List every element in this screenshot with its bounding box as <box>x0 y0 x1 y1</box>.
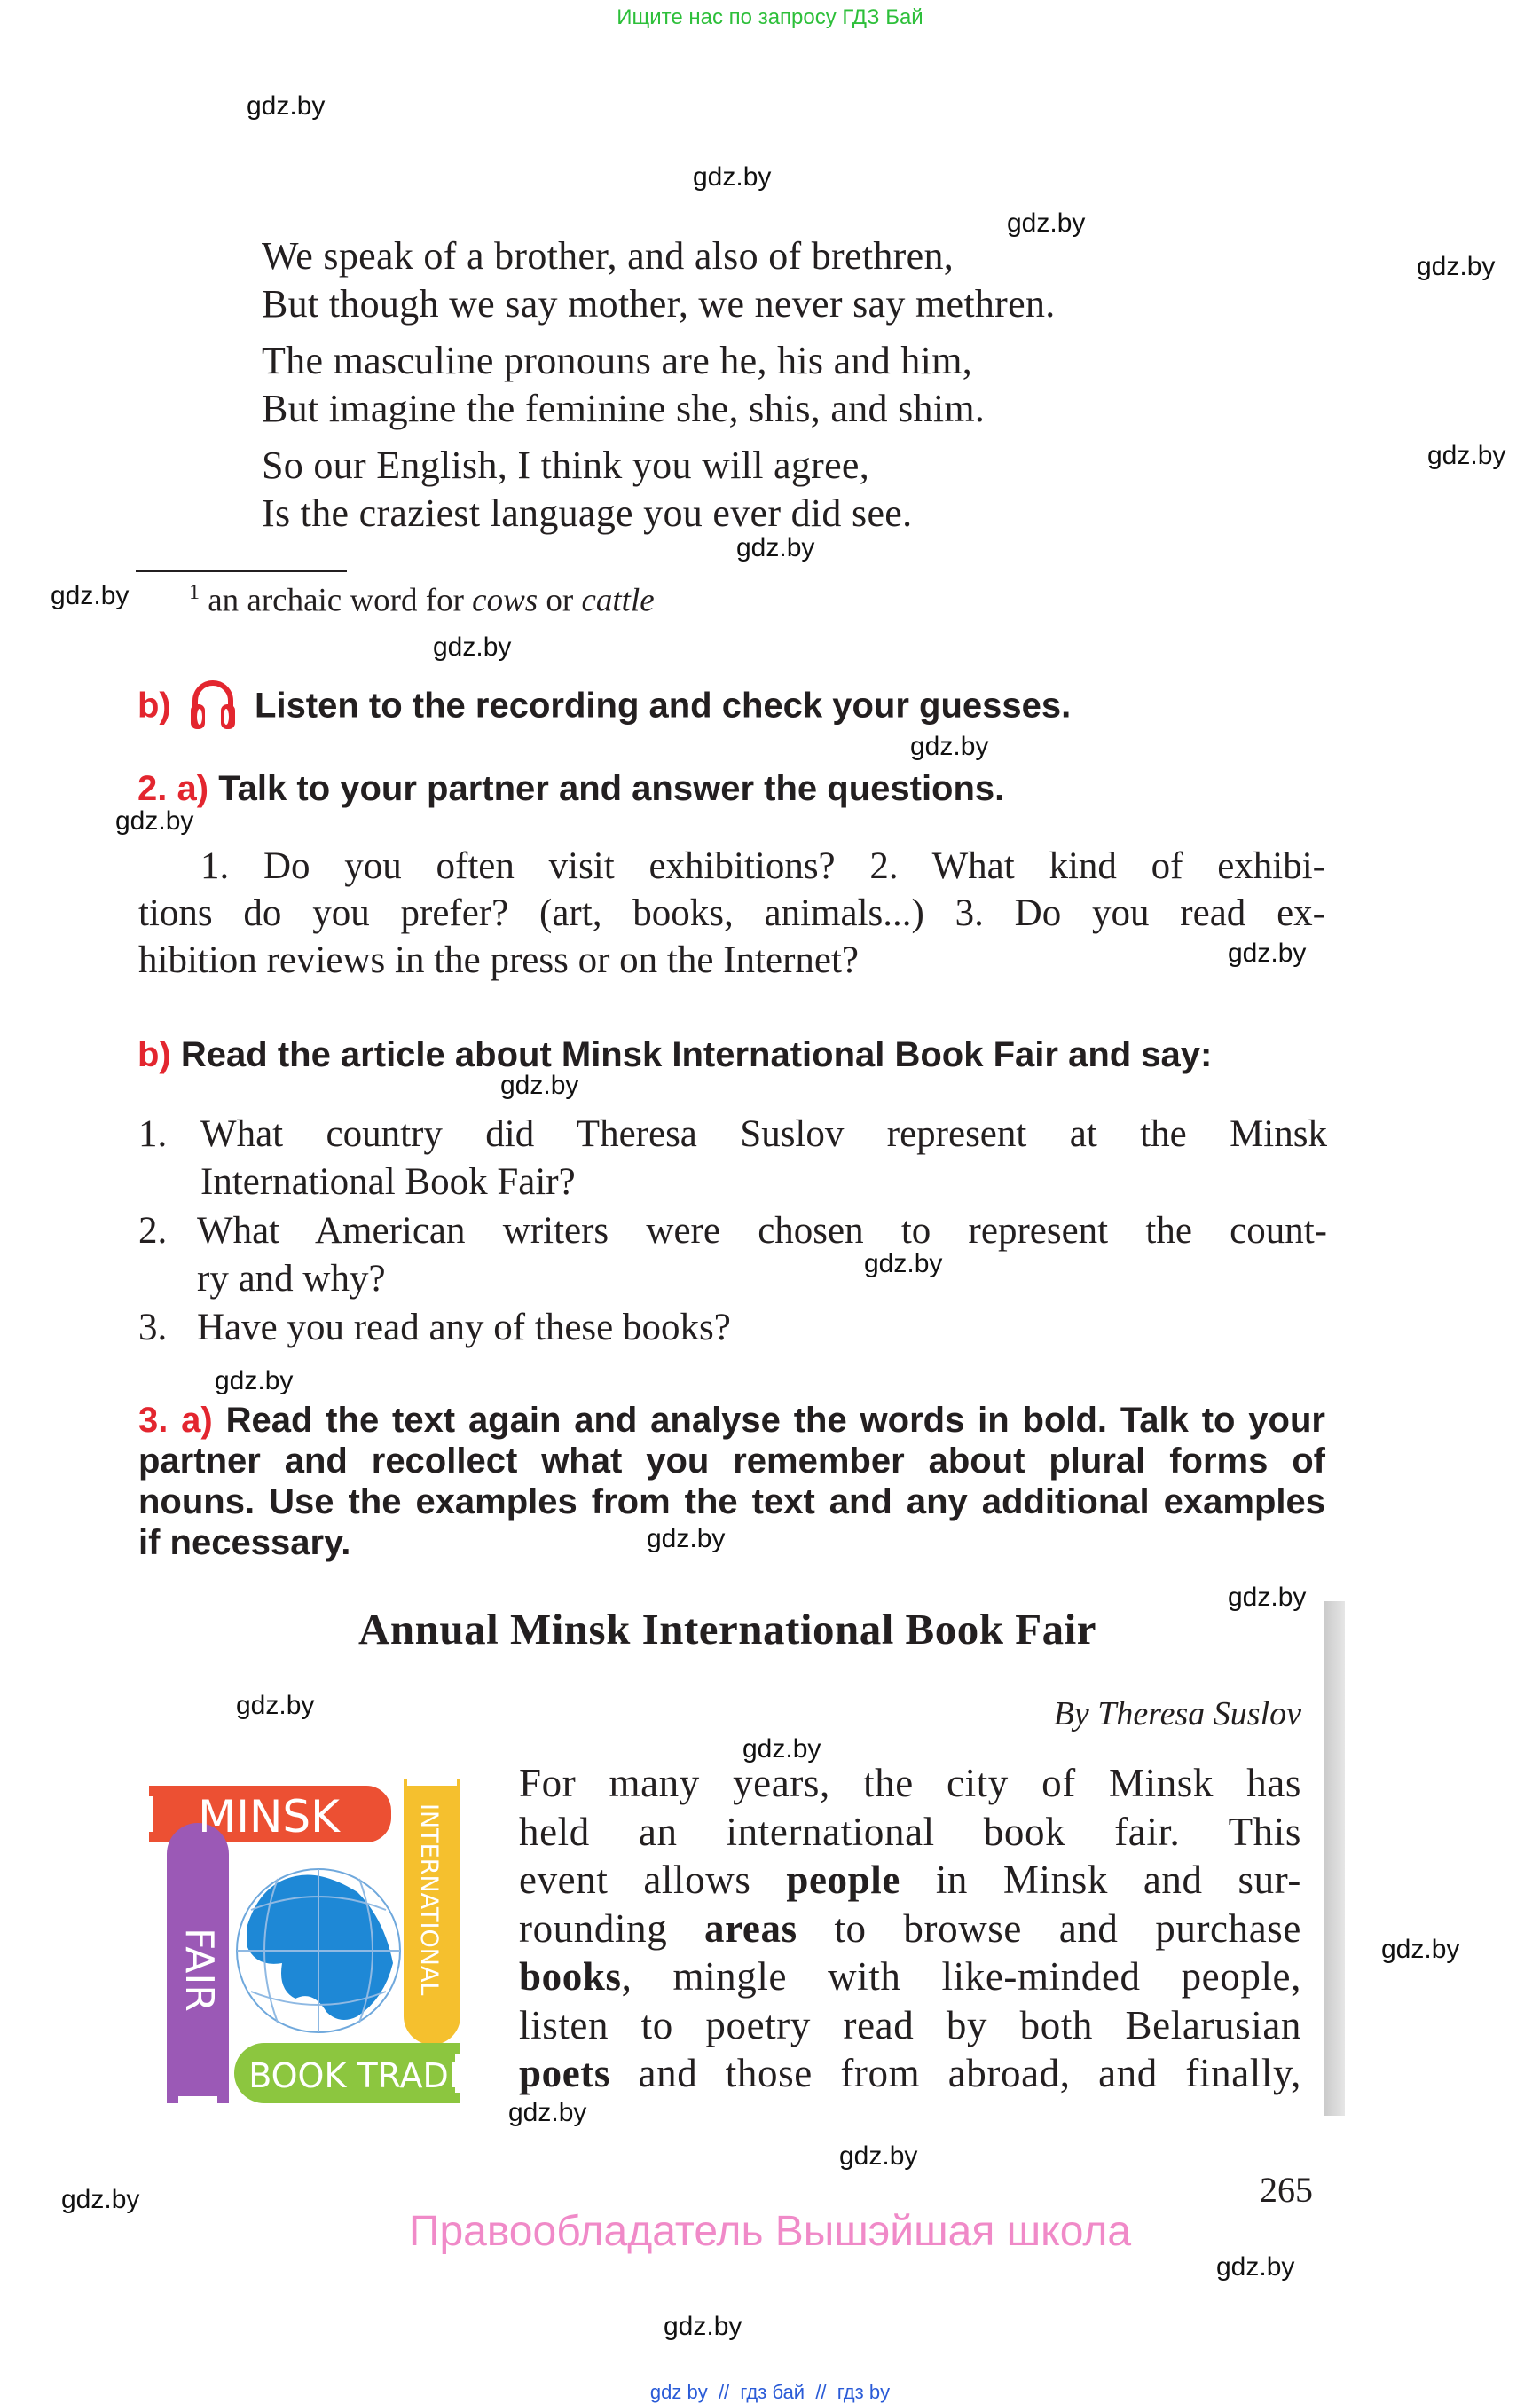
poem-line: The masculine pronouns are he, his and him, <box>262 339 973 382</box>
list-text: International Book Fair? <box>200 1161 576 1203</box>
poem-line: But though we say mother, we never say methren. <box>262 282 1056 326</box>
footnote-term: cows <box>472 582 538 619</box>
logo-text-minsk: MINSK <box>198 1791 340 1842</box>
task-number: 3. <box>138 1401 169 1440</box>
watermark: gdz.by <box>1216 2252 1295 2282</box>
task-label: b) <box>138 1035 171 1074</box>
task-label: b) <box>138 686 171 726</box>
watermark: gdz.by <box>236 1691 315 1720</box>
article-line <box>519 1856 1301 1905</box>
article-text: rounding <box>519 1905 705 1951</box>
list-number: 2. <box>138 1210 168 1252</box>
footnote-text: an archaic word for <box>208 582 473 619</box>
article-body <box>519 1759 1301 2098</box>
article-line <box>519 1808 1301 1857</box>
footer-links[interactable]: gdz by // гдз бай // гдз by <box>649 2381 891 2403</box>
list-item <box>138 1207 1327 1303</box>
task-number: 2. <box>138 769 168 808</box>
bold-word: poets <box>519 2051 610 2095</box>
poem-stanza-3 <box>262 442 912 538</box>
watermark: gdz.by <box>1381 1935 1460 1964</box>
watermark: gdz.by <box>215 1366 294 1395</box>
poem-line: So our English, I think you will agree, <box>262 444 870 487</box>
watermark: gdz.by <box>115 806 194 836</box>
headphones-icon[interactable] <box>188 676 238 740</box>
article-text: For many years, the city of Minsk has <box>519 1761 1301 1805</box>
article-line <box>519 1905 1301 1953</box>
watermark: gdz.by <box>1228 1583 1307 1612</box>
watermark: gdz.by <box>433 632 512 662</box>
article-side-bar <box>1324 1601 1345 2116</box>
footnote-text: or <box>538 582 582 619</box>
footnote <box>189 581 655 619</box>
task-text: nouns. Use the examples from the text and any additional examples <box>138 1482 1325 1521</box>
article-text: and those from abroad, and finally, <box>610 2051 1301 2095</box>
watermark: gdz.by <box>1427 441 1506 470</box>
article-byline: By Theresa Suslov <box>1053 1695 1301 1732</box>
logo-graphic <box>145 1777 471 2105</box>
list-item <box>138 1304 1327 1352</box>
copyright-notice: Правообладатель Вышэйшая школа <box>408 2208 1132 2255</box>
task-2a <box>138 768 1004 809</box>
list-text: Have you read any of these books? <box>197 1307 731 1348</box>
task-label: a) <box>181 1401 213 1440</box>
task-1b <box>138 676 1071 740</box>
watermark: gdz.by <box>1007 208 1086 238</box>
list-number: 3. <box>138 1307 168 1348</box>
watermark: gdz.by <box>736 533 815 562</box>
task-text: if necessary. <box>138 1523 351 1562</box>
book-fair-logo <box>145 1777 471 2105</box>
bold-word: people <box>786 1858 900 1902</box>
article-text: in Minsk and sur- <box>900 1858 1301 1902</box>
watermark: gdz.by <box>1228 939 1307 968</box>
task-text: Listen to the recording and check your guesses. <box>255 686 1072 726</box>
task-2b <box>138 1034 1212 1075</box>
watermark: gdz.by <box>864 1249 943 1278</box>
watermark: gdz.by <box>247 91 326 121</box>
list-item <box>138 1111 1327 1206</box>
watermark: gdz.by <box>508 2098 587 2127</box>
question-line: 1. Do you often visit exhibitions? 2. What kind of exhibi- <box>200 845 1325 887</box>
bold-word: areas <box>704 1905 798 1951</box>
logo-text-book-trade: BOOK TRADE <box>248 2056 470 2095</box>
logo-text-fair: FAIR <box>177 1928 222 2012</box>
article-text: , mingle with like-minded people, <box>621 1954 1301 1999</box>
article-line <box>519 2001 1301 2050</box>
list-text: What country did Theresa Suslov represent at the Minsk <box>200 1113 1327 1155</box>
task-label: a) <box>177 769 209 808</box>
watermark: gdz.by <box>693 162 772 192</box>
list-number: 1. <box>138 1113 168 1155</box>
logo-text-international: INTERNATIONAL <box>415 1803 443 1996</box>
article-text: to browse and purchase <box>797 1905 1301 1951</box>
task-3a <box>138 1400 1325 1563</box>
task-text: partner and recollect what you remember about plural forms of <box>138 1442 1325 1481</box>
watermark: gdz.by <box>61 2185 140 2214</box>
watermark: gdz.by <box>500 1071 579 1100</box>
watermark: gdz.by <box>1417 252 1496 281</box>
page-number: 265 <box>1260 2170 1313 2210</box>
article-text: held an international book fair. This <box>519 1809 1301 1854</box>
watermark: gdz.by <box>647 1524 726 1553</box>
article-text: event allows <box>519 1858 787 1902</box>
task-2a-questions <box>138 843 1325 984</box>
article-line <box>519 1952 1301 2001</box>
question-line: tions do you prefer? (art, books, animals...) 3. Do you read ex- <box>138 892 1325 934</box>
list-text: What American writers were chosen to represent the count- <box>197 1210 1327 1252</box>
footnote-divider <box>136 570 347 572</box>
watermark: gdz.by <box>664 2312 742 2341</box>
bold-word: books <box>519 1954 622 1999</box>
watermark: gdz.by <box>910 732 989 761</box>
task-text: Talk to your partner and answer the questions. <box>218 769 1005 808</box>
article-title: Annual Minsk International Book Fair <box>358 1605 1097 1654</box>
question-line: hibition reviews in the press or on the Internet? <box>138 939 860 981</box>
watermark: gdz.by <box>839 2141 918 2171</box>
poem-line: But imagine the feminine she, shis, and shim. <box>262 387 986 430</box>
header-banner[interactable]: Ищите нас по запросу ГДЗ Бай <box>617 5 923 29</box>
task-text: Read the article about Minsk International Book Fair and say: <box>180 1035 1213 1074</box>
article-text: listen to poetry read by both Belarusian <box>519 2002 1301 2047</box>
poem-stanza-2 <box>262 337 985 433</box>
poem-line: We speak of a brother, and also of brethren, <box>262 234 955 278</box>
article-line <box>519 1759 1301 1808</box>
footnote-term: cattle <box>581 582 655 619</box>
watermark: gdz.by <box>742 1734 821 1764</box>
poem-stanza-1 <box>262 232 1056 328</box>
task-text: Read the text again and analyse the words in bold. Talk to your <box>225 1401 1325 1440</box>
list-text: ry and why? <box>197 1258 386 1300</box>
article-line <box>519 2049 1301 2098</box>
poem-line: Is the craziest language you ever did see. <box>262 491 913 535</box>
watermark: gdz.by <box>51 581 130 610</box>
footnote-mark: 1 <box>189 581 200 604</box>
